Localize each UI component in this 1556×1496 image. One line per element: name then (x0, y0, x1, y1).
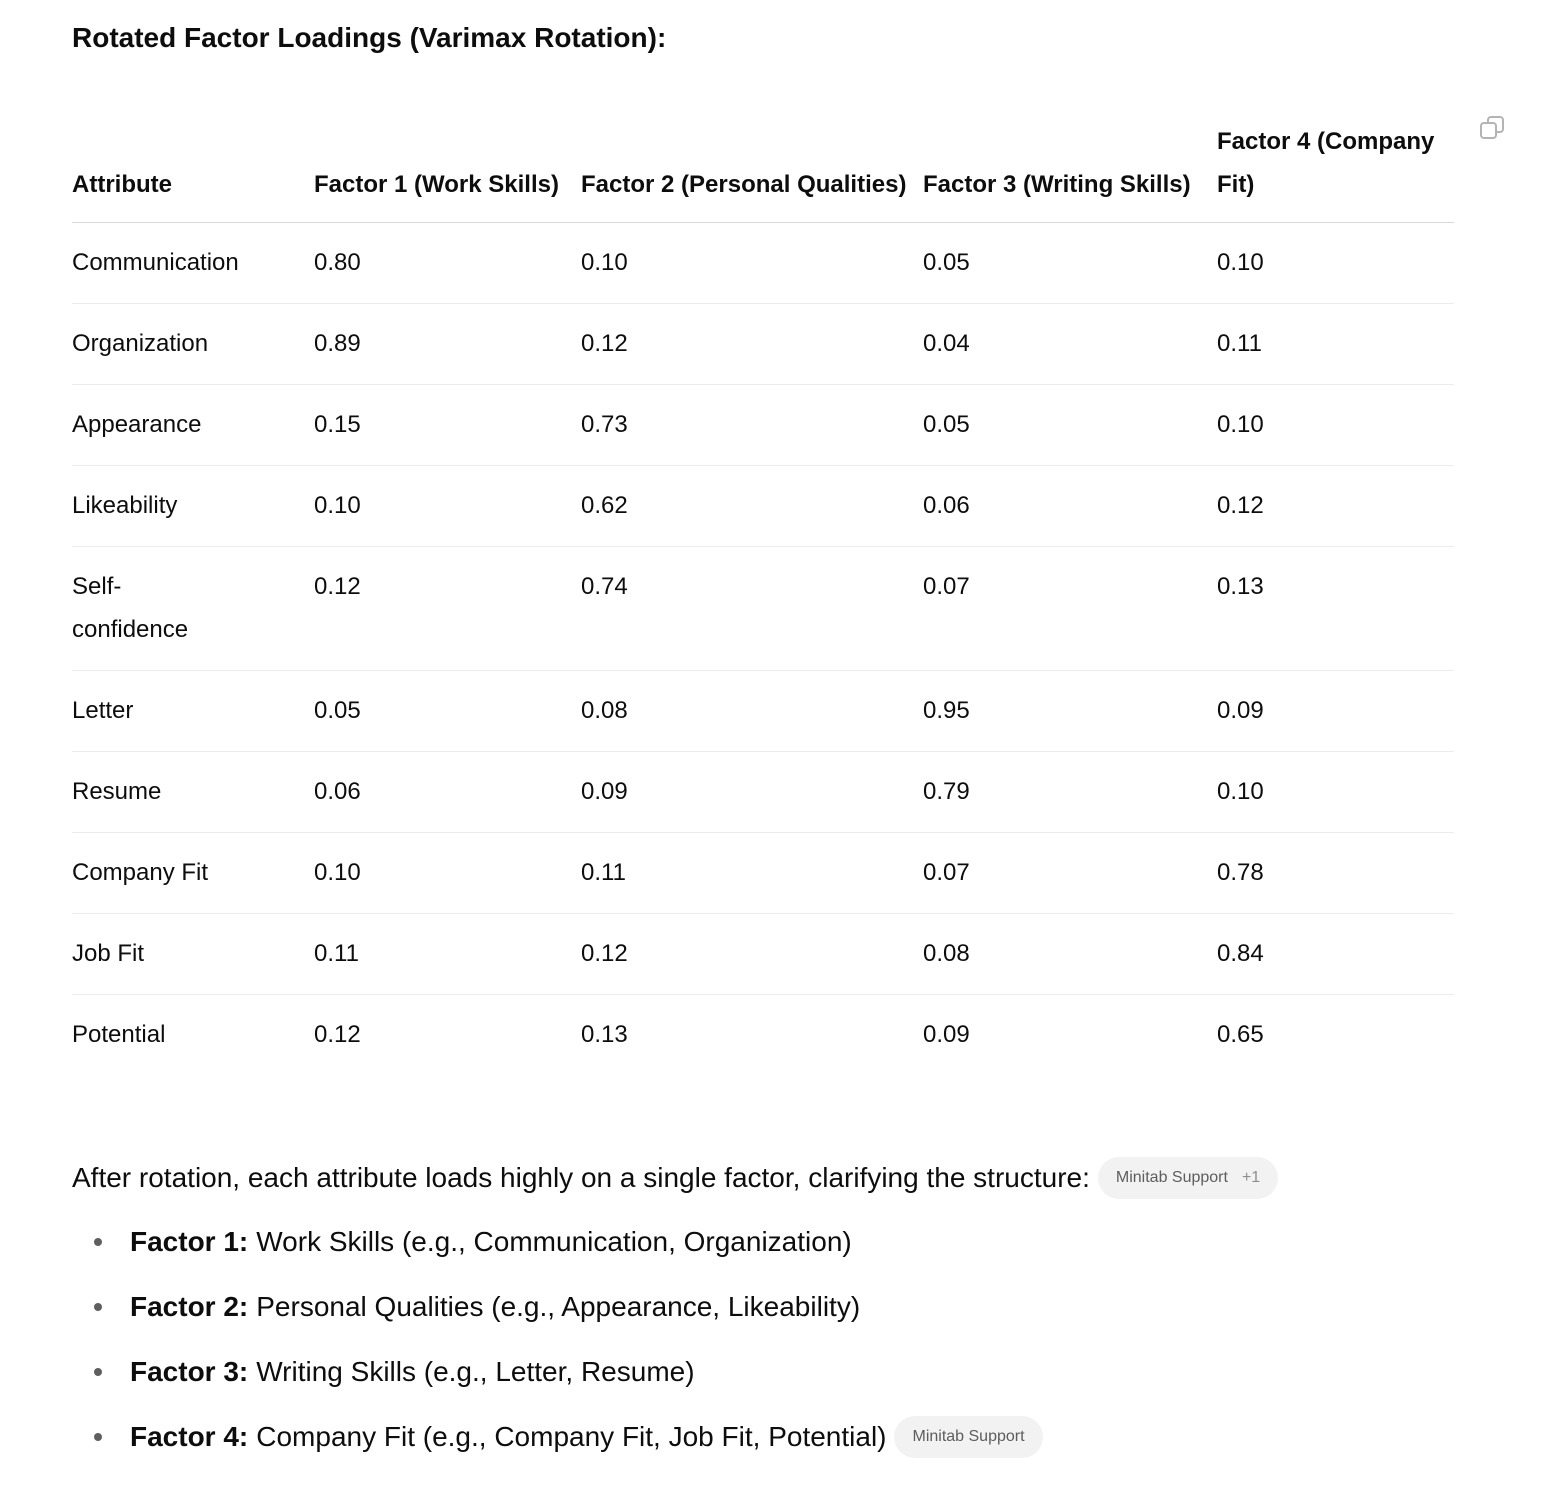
loading-cell: 0.13 (581, 1021, 628, 1048)
loading-cell: 0.10 (581, 223, 923, 304)
factor-label: Factor 1: (130, 1226, 249, 1257)
list-item (72, 1350, 1043, 1394)
loading-cell: 0.11 (1217, 304, 1454, 385)
loading-cell: 0.74 (581, 547, 923, 671)
loading-cell: 0.11 (581, 833, 923, 914)
loading-cell: 0.10 (1217, 752, 1454, 833)
citation-label: Minitab Support (912, 1428, 1025, 1445)
copy-table-button[interactable] (1476, 112, 1508, 144)
loading-cell: 0.10 (314, 833, 581, 914)
column-header-factor-1: Factor 1 (Work Skills) (314, 118, 581, 223)
column-header-factor-2: Factor 2 (Personal Qualities) (581, 118, 923, 223)
factor-label: Factor 4: (130, 1421, 249, 1452)
table-row (72, 304, 1454, 385)
table-row (72, 385, 1454, 466)
loading-cell: 0.10 (314, 466, 581, 547)
loading-cell: 0.04 (923, 304, 1217, 385)
loading-cell: 0.08 (581, 671, 923, 752)
section-heading: Rotated Factor Loadings (Varimax Rotation): (72, 22, 667, 53)
attribute-cell: Communication (72, 223, 314, 304)
loading-cell: 0.07 (923, 547, 1217, 671)
bullet-icon (94, 1368, 102, 1376)
table-row (72, 671, 1454, 752)
table-row (72, 833, 1454, 914)
loading-cell: 0.12 (581, 304, 923, 385)
summary-text: After rotation, each attribute loads highly on a single factor, clarifying the structure: (72, 1162, 1090, 1193)
copy-icon (1478, 114, 1506, 142)
factor-label: Factor 2: (130, 1291, 249, 1322)
factor-loadings-table (72, 118, 1454, 1075)
table-row (72, 995, 1454, 1076)
loading-cell: 0.12 (581, 914, 923, 995)
table-row (72, 547, 1454, 671)
table-row (72, 914, 1454, 995)
loading-cell: 0.12 (314, 1021, 361, 1048)
summary-paragraph (72, 1156, 1278, 1200)
column-header-attribute: Attribute (72, 118, 314, 223)
attribute-cell: Organization (72, 304, 314, 385)
factor-description: Writing Skills (e.g., Letter, Resume) (256, 1356, 695, 1387)
loading-cell: 0.05 (923, 385, 1217, 466)
loading-cell: 0.09 (581, 752, 923, 833)
loading-cell: 0.79 (923, 752, 1217, 833)
bullet-icon (94, 1433, 102, 1441)
loading-cell: 0.06 (314, 752, 581, 833)
loading-cell: 0.73 (581, 385, 923, 466)
bullet-icon (94, 1238, 102, 1246)
column-header-factor-3: Factor 3 (Writing Skills) (923, 118, 1217, 223)
factor-description: Personal Qualities (e.g., Appearance, Likeability) (256, 1291, 861, 1322)
citation-pill[interactable] (1098, 1157, 1278, 1199)
table-header-row (72, 118, 1454, 223)
loading-cell: 0.95 (923, 671, 1217, 752)
loading-cell: 0.07 (923, 833, 1217, 914)
loading-cell: 0.80 (314, 223, 581, 304)
loading-cell: 0.05 (314, 671, 581, 752)
attribute-cell: Letter (72, 671, 314, 752)
list-item (72, 1415, 1043, 1459)
loading-cell: 0.09 (923, 1021, 970, 1048)
citation-label: Minitab Support (1115, 1169, 1228, 1186)
loading-cell: 0.89 (314, 304, 581, 385)
attribute-cell: Self-confidence (72, 547, 314, 671)
factor-list (72, 1220, 1043, 1480)
attribute-cell: Likeability (72, 466, 314, 547)
attribute-cell: Company Fit (72, 833, 314, 914)
loading-cell: 0.09 (1217, 671, 1454, 752)
bullet-icon (94, 1303, 102, 1311)
list-item (72, 1220, 1043, 1264)
table-row (72, 466, 1454, 547)
loading-cell: 0.13 (1217, 547, 1454, 671)
attribute-cell: Potential (72, 1021, 166, 1048)
column-header-factor-4: Factor 4 (Company Fit) (1217, 118, 1454, 223)
attribute-cell: Resume (72, 752, 314, 833)
loading-cell: 0.06 (923, 466, 1217, 547)
loading-cell: 0.08 (923, 914, 1217, 995)
loading-cell: 0.65 (1217, 1021, 1264, 1048)
citation-pill[interactable] (894, 1416, 1042, 1458)
list-item (72, 1285, 1043, 1329)
factor-label: Factor 3: (130, 1356, 249, 1387)
factor-description: Work Skills (e.g., Communication, Organization) (256, 1226, 852, 1257)
loading-cell: 0.12 (314, 547, 581, 671)
factor-loadings-table-container (72, 118, 1454, 1075)
attribute-cell: Job Fit (72, 914, 314, 995)
loading-cell: 0.12 (1217, 466, 1454, 547)
table-row (72, 752, 1454, 833)
loading-cell: 0.15 (314, 385, 581, 466)
loading-cell: 0.10 (1217, 223, 1454, 304)
loading-cell: 0.10 (1217, 385, 1454, 466)
loading-cell: 0.11 (314, 914, 581, 995)
citation-extra-count: +1 (1241, 1169, 1261, 1186)
loading-cell: 0.62 (581, 466, 923, 547)
loading-cell: 0.84 (1217, 914, 1454, 995)
loading-cell: 0.78 (1217, 833, 1454, 914)
loading-cell: 0.05 (923, 223, 1217, 304)
factor-description: Company Fit (e.g., Company Fit, Job Fit, Potential) (256, 1421, 887, 1452)
table-row (72, 223, 1454, 304)
attribute-cell: Appearance (72, 385, 314, 466)
